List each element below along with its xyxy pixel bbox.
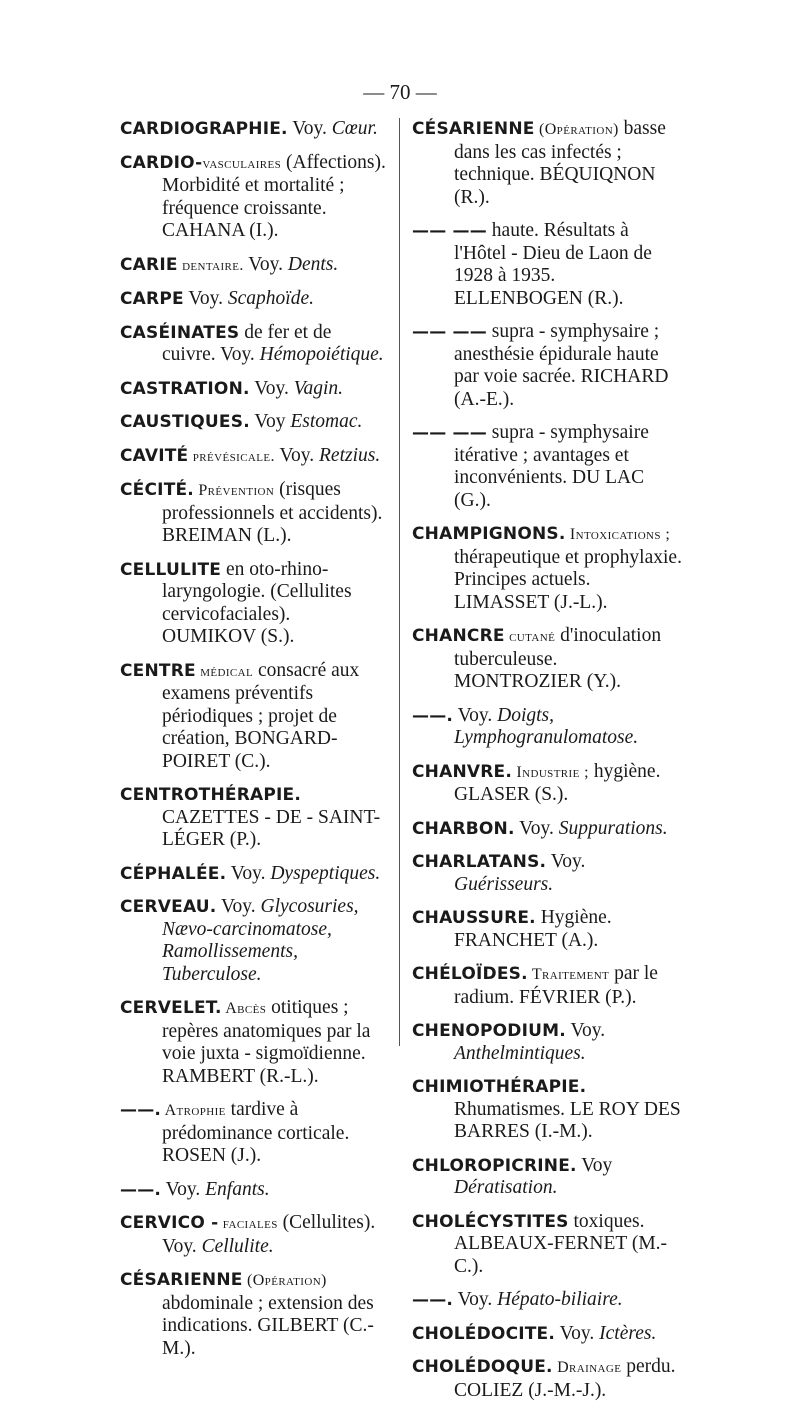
index-entry [120, 378, 388, 401]
index-entry [120, 118, 388, 141]
entry-head: CÉSARIENNE [120, 1270, 243, 1290]
entry-qual: Drainage [552, 1359, 622, 1376]
entry-head: —— —— [412, 221, 487, 241]
index-entry [120, 863, 388, 886]
entry-text: Voy [576, 1154, 613, 1176]
entry-head: CHAUSSURE. [412, 908, 536, 928]
index-entry [412, 705, 684, 750]
entry-head: CÉCITÉ. [120, 480, 194, 500]
entry-head: CARIE [120, 254, 178, 275]
entry-qual: Industrie ; [512, 763, 589, 781]
entry-head: CASÉINATES [120, 322, 240, 343]
entry-text: Voy. [216, 896, 261, 917]
entry-text: Rhumatismes. LE ROY DES BARRES (I.-M.). [454, 1098, 681, 1142]
entry-qual: (Opération) [242, 1272, 327, 1289]
entry-ref: Guérisseurs. [454, 873, 554, 895]
index-entry [412, 1356, 684, 1402]
entry-qual: Abcès [221, 1000, 267, 1017]
index-entry [412, 963, 684, 1009]
entry-head: CHANVRE. [412, 761, 513, 782]
index-entry [120, 445, 388, 469]
entry-ref: Dents. [287, 253, 339, 275]
index-entry [120, 254, 388, 278]
index-entry [412, 1020, 684, 1065]
index-entry [412, 1076, 684, 1144]
entry-text: Voy. [243, 253, 288, 275]
entry-text: toxiques. ALBEAUX-FERNET (M.-C.). [454, 1210, 668, 1277]
index-entry [412, 220, 684, 310]
entry-head: CAVITÉ [120, 445, 189, 466]
entry-text: d'inoculation tuberculeuse. MONTROZIER (Y.). [454, 625, 662, 692]
entry-text: Voy. [226, 862, 271, 884]
index-entry [120, 1269, 388, 1360]
entry-ref: Scaphoïde. [227, 288, 314, 309]
entry-head: CENTRE [120, 660, 196, 681]
entry-text: Voy. [287, 118, 332, 139]
entry-head: CHIMIOTHÉRAPIE. [412, 1077, 587, 1097]
entry-ref: Dératisation. [454, 1177, 558, 1198]
entry-head: CHOLÉCYSTITES [412, 1211, 569, 1232]
entry-text: en oto-rhino-laryngologie. (Cellulites cervicofaciales). OUMIKOV (S.). [162, 558, 352, 647]
entry-text: Voy. [565, 1020, 606, 1041]
entry-head: CENTROTHÉRAPIE. [120, 785, 301, 805]
index-entry [120, 1179, 388, 1202]
entry-ref: Enfants. [205, 1178, 270, 1200]
entry-ref: Estomac. [290, 411, 363, 432]
entry-text: (Affections). Morbidité et mortalité ; fréquence croissante. CAHANA (I.). [162, 151, 386, 241]
entry-head: CHENOPODIUM. [412, 1021, 566, 1041]
entry-text: (Cellulites). Voy. [162, 1212, 376, 1257]
entry-ref: Hémopoiétique. [259, 344, 384, 365]
entry-head: CHARLATANS. [412, 852, 547, 872]
entry-text: Voy. [183, 288, 228, 309]
index-entry [120, 479, 388, 548]
entry-ref: Dyspeptiques. [270, 862, 381, 884]
entry-ref: Vagin. [293, 377, 344, 399]
entry-qual: (Opération) [534, 121, 619, 138]
entry-text: hygiène. GLASER (S.). [454, 760, 661, 805]
entry-head: CERVELET. [120, 998, 222, 1018]
entry-head: —— —— [412, 423, 487, 443]
entry-text: Voy. [546, 851, 586, 872]
entry-text: Hygiène. FRANCHET (A.). [454, 907, 612, 951]
entry-qual: dentaire. [177, 256, 244, 274]
index-entry [120, 288, 388, 311]
entry-text: tardive à prédominance corticale. ROSEN (J.). [162, 1099, 350, 1166]
entry-head: CÉSARIENNE [412, 119, 535, 139]
entry-head: CASTRATION. [120, 378, 250, 399]
index-entry [120, 152, 388, 243]
entry-head: ——. [412, 1290, 454, 1310]
entry-text: Voy. [249, 377, 294, 399]
entry-head: ——. [412, 705, 454, 726]
index-entry [412, 907, 684, 952]
entry-text: Voy. [555, 1322, 600, 1344]
entry-qual: médical [195, 662, 254, 680]
entry-head: CHLOROPICRINE. [412, 1155, 577, 1176]
index-entry [120, 660, 388, 774]
entry-text: Voy. [514, 817, 559, 839]
index-entry [412, 625, 684, 694]
entry-qual: Atrophie [161, 1102, 226, 1119]
index-entry [120, 322, 388, 367]
entry-head: CHAMPIGNONS. [412, 524, 566, 544]
index-entry [412, 1323, 684, 1346]
entry-qual: vasculaires [202, 154, 282, 172]
entry-ref: Cœur. [331, 118, 378, 139]
right-column [412, 118, 684, 1413]
entry-text: Voy [249, 411, 291, 432]
entry-ref: Glycosuries, Nævo-carcinomatose, Ramollissements, Tuberculose. [162, 896, 359, 985]
column-divider [399, 118, 400, 1046]
entry-head: CHARBON. [412, 818, 515, 839]
entry-head: CHÉLOÏDES. [412, 964, 528, 984]
index-entry [412, 851, 684, 896]
entry-head: CHOLÉDOCITE. [412, 1323, 556, 1344]
entry-text: Voy. [161, 1178, 206, 1200]
entry-head: CÉPHALÉE. [120, 863, 227, 884]
entry-ref: Doigts, Lymphogranulomatose. [454, 704, 639, 748]
entry-text: consacré aux examens préventifs périodiques ; projet de création, BONGARD-POIRET (C.). [162, 659, 360, 772]
entry-qual: cutané [504, 628, 556, 645]
entry-head: —— —— [412, 322, 487, 342]
page-number: — 70 — [363, 80, 437, 104]
entry-qual: Intoxications ; [565, 526, 671, 543]
entry-ref: Anthelmintiques. [454, 1042, 586, 1064]
entry-head: CARDIO- [120, 152, 203, 173]
entry-qual: Traitement [527, 966, 610, 983]
index-entry [120, 1099, 388, 1168]
entry-text: Voy. [274, 444, 319, 466]
entry-head: CHANCRE [412, 626, 505, 646]
entry-text: CAZETTES - DE - SAINT-LÉGER (P.). [162, 806, 381, 850]
entry-ref: Ictères. [599, 1322, 657, 1344]
entry-ref: Cellulite. [201, 1235, 274, 1257]
entry-text: Voy. [453, 704, 498, 726]
entry-text: par le radium. FÉVRIER (P.). [454, 963, 658, 1008]
index-entry [412, 422, 684, 512]
index-entry [412, 818, 684, 841]
index-entry [412, 118, 684, 209]
entry-text: abdominale ; extension des indications. GILBERT (C.-M.). [162, 1292, 374, 1359]
entry-text: (risques professionnels et accidents). BREIMAN (L.). [162, 479, 383, 546]
entry-head: CHOLÉDOQUE. [412, 1357, 553, 1377]
entry-qual: Prévention [193, 482, 275, 499]
entry-text: supra - symphysaire itérative ; avantages et inconvénients. DU LAC (G.). [454, 422, 649, 511]
entry-head: ——. [120, 1179, 162, 1200]
entry-text: supra - symphysaire ; anesthésie épidurale haute par voie sacrée. RICHARD (A.-E.). [454, 321, 669, 410]
index-entry [412, 1155, 684, 1200]
index-entry [412, 523, 684, 614]
index-entry [120, 784, 388, 852]
index-entry [412, 321, 684, 411]
index-entry [120, 997, 388, 1088]
entry-head: CERVEAU. [120, 897, 217, 917]
entry-head: CERVICO - [120, 1213, 219, 1233]
entry-head: ——. [120, 1100, 162, 1120]
entry-head: CELLULITE [120, 559, 222, 580]
index-entry [120, 1212, 388, 1258]
entry-ref: Retzius. [319, 444, 381, 466]
index-entry [412, 761, 684, 807]
entry-ref: Hépato-biliaire. [497, 1289, 623, 1310]
entry-text: otitiques ; repères anatomiques par la voie juxta - sigmoïdienne. RAMBERT (R.-L.). [162, 997, 371, 1087]
entry-qual: faciales [218, 1215, 278, 1232]
entry-head: CAUSTIQUES. [120, 412, 250, 432]
entry-text: de fer et de cuivre. Voy. [162, 321, 332, 365]
index-entry [120, 896, 388, 986]
entry-text: perdu. COLIEZ (J.-M.-J.). [454, 1356, 676, 1401]
index-entry [412, 1211, 684, 1279]
entry-qual: prévésicale. [188, 447, 275, 465]
index-entry [412, 1289, 684, 1312]
entry-text: haute. Résultats à l'Hôtel - Dieu de Laon de 1928 à 1935. ELLENBOGEN (R.). [454, 220, 652, 309]
index-entry [120, 559, 388, 649]
index-entry [120, 411, 388, 434]
entry-text: thérapeutique et prophylaxie. Principes actuels. LIMASSET (J.-L.). [454, 546, 682, 613]
entry-head: CARPE [120, 289, 184, 309]
entry-head: CARDIOGRAPHIE. [120, 119, 288, 139]
entry-text: Voy. [453, 1289, 498, 1310]
entry-text: basse dans les cas infectés ; technique. BÉQUIQNON (R.). [454, 118, 666, 208]
entry-ref: Suppurations. [558, 817, 668, 839]
left-column [120, 118, 388, 1371]
